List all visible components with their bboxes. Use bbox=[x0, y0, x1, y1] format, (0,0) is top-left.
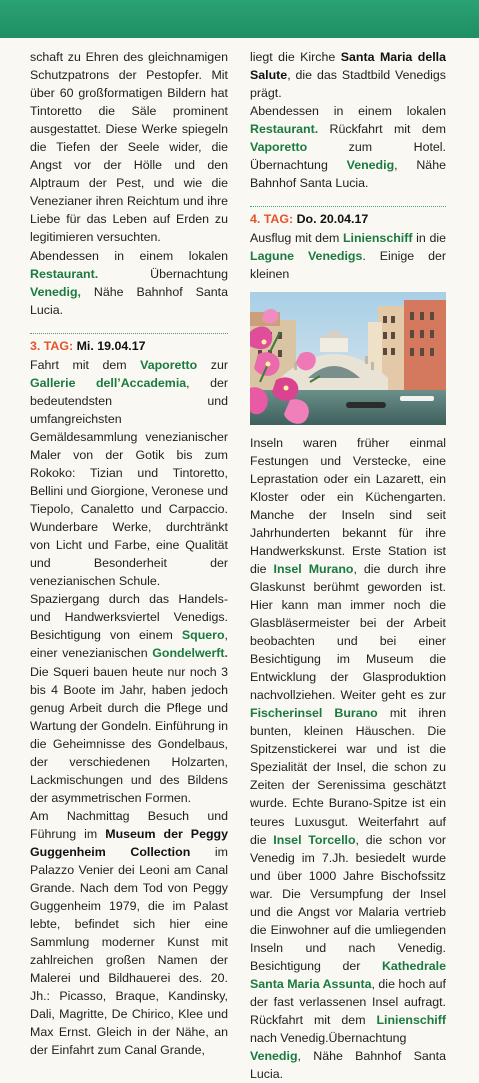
text-run: schaft zu Ehren des gleichnamigen Schutzpatrons der Pestopfer. Mit über 60 großformatigen Bildern hat Tintoretto die Säle prominent ausgestattet. Diese Werke spiegeln die Tiefen der Seele wider, die Angst vor der Hölle und den Alptraum der Pest, und wie die Venezianer ihren Reichtum und ihre Liebe für das Leben auf Erden zu legitimieren versuchten. bbox=[30, 50, 228, 245]
day-3-paragraph-1 bbox=[30, 356, 228, 591]
text-run: zum Hotel. Übernachtung bbox=[250, 140, 446, 173]
text-run: Spaziergang durch das Handels- und Handwerksviertel Venedigs. Besichtigung von einem bbox=[30, 592, 228, 643]
text-run: , die hoch auf der fast verlassenen Insel aufragt. Rückfahrt mit dem bbox=[250, 976, 447, 1028]
bold-term: Santa Maria della Salute bbox=[250, 50, 446, 83]
right-column bbox=[250, 48, 446, 1083]
highlight-term: Fischerinsel Burano bbox=[250, 706, 378, 721]
highlight-term: Linienschiff bbox=[342, 231, 413, 246]
highlight-term: Lagune Venedigs bbox=[250, 249, 363, 264]
highlight-term: Linienschiff bbox=[376, 1013, 446, 1028]
text-run: , einer venezianischen bbox=[30, 628, 228, 661]
text-run: , die schon vor Venedig im 7.Jh. besiedelt wurde und über 1000 Jahre Bischofssitz war. Die Versumpfung der Insel und die Angst vor Malaria vertrieb die Einwohner auf die umliegenden Inseln und nach Venedig. Besichtigung der bbox=[250, 832, 446, 973]
highlight-term: Kathedrale Santa Maria Assunta bbox=[250, 958, 446, 991]
text-run: Fahrt mit dem bbox=[30, 357, 141, 372]
dinner-paragraph bbox=[30, 247, 228, 319]
day-4-paragraph-2 bbox=[250, 1047, 446, 1083]
text-run: liegt die Kirche bbox=[250, 50, 341, 64]
day-4-text bbox=[250, 434, 446, 1083]
text-run: , die das Stadtbild Venedigs prägt. bbox=[250, 68, 446, 101]
highlight-term: Vaporetto bbox=[250, 140, 308, 155]
highlight-term: Restaurant. bbox=[30, 266, 99, 281]
text-run: Am Nachmittag Besuch und Führung im bbox=[30, 808, 228, 841]
right-intro bbox=[250, 48, 446, 192]
day-3-paragraph-2 bbox=[30, 590, 228, 807]
highlight-term: Vaporetto bbox=[140, 357, 198, 372]
bold-term: Museum der Peggy Guggenheim Collection bbox=[30, 826, 228, 859]
day-4-intro bbox=[250, 229, 446, 283]
day-heading-3 bbox=[30, 333, 228, 355]
day-label: 4. TAG: bbox=[250, 212, 294, 227]
day-heading-4 bbox=[250, 206, 446, 228]
header-bar bbox=[0, 0, 479, 38]
text-run: Ausflug mit dem bbox=[250, 231, 343, 246]
highlight-term: Gallerie dell’Accademia bbox=[30, 375, 187, 390]
left-column bbox=[30, 48, 228, 1060]
text-run: Die Squeri bauen heute nur noch 3 bis 4 Boote im Jahr, haben jedoch genug Arbeit durch die Pflege und Wartung der Gondeln. Einführung in die Geheimnisse des Gondelbaus, der verschiedenen Holzarten, Lackmischungen und des Bildens der asymmetrischen Formen. bbox=[30, 664, 228, 805]
text-run: Rückfahrt mit dem bbox=[318, 122, 446, 137]
text-run: mit ihren bunten, kleinen Häuschen. Die Spitzenstickerei war und ist die Spezialität der Insel, die schon zu Zeiten der Serenissima geschätzt wurde. Echte Burano-Spitze ist ein teures Luxusgut. Weiterfahrt auf die bbox=[250, 706, 446, 847]
highlight-term: Insel Torcello bbox=[273, 832, 356, 847]
highlight-term: Restaurant. bbox=[250, 122, 319, 137]
day-date: Mi. 19.04.17 bbox=[76, 338, 146, 353]
highlight-term: Insel Murano bbox=[273, 561, 354, 576]
text-run: Übernachtung bbox=[98, 266, 228, 281]
highlight-term: Gondelwerft. bbox=[152, 646, 228, 661]
text-run: , der bedeutendsten und umfangreichsten Gemäldesammlung venezianischer Maler von der Gotik bis zum Rokoko: Tizian und Tintoretto, Bellini und Giorgione, Veronese und Tiepolo, Canaletto und Carpaccio. Wunderbare Werke, durchtränkt von Licht und Farbe, eine Qualität und Besonderheit der venezianischen Schule. bbox=[30, 375, 229, 589]
day-4-paragraph-1 bbox=[250, 434, 446, 1048]
day-3-paragraph-3 bbox=[30, 807, 228, 1060]
text-run: , Nähe Bahnhof Santa Lucia. bbox=[250, 1049, 446, 1082]
text-run: zur bbox=[197, 357, 228, 372]
left-intro bbox=[30, 48, 228, 319]
highlight-term: Venedig bbox=[346, 158, 395, 173]
salute-paragraph bbox=[250, 48, 446, 102]
intro-paragraph bbox=[30, 48, 228, 247]
text-run: nach Venedig. bbox=[250, 1031, 329, 1046]
day-date: Do. 20.04.17 bbox=[296, 212, 369, 227]
venice-rialto-photo bbox=[250, 292, 446, 425]
text-run: Abendessen in einem lokalen bbox=[30, 248, 228, 263]
highlight-term: Venedig bbox=[250, 1049, 298, 1064]
dinner-paragraph bbox=[250, 102, 446, 192]
day-3-text bbox=[30, 356, 228, 1060]
text-run: Nähe Bahnhof Santa Lucia. bbox=[30, 284, 228, 317]
text-run: in die bbox=[412, 231, 446, 246]
highlight-term: Venedig, bbox=[30, 284, 81, 299]
highlight-term: Squero bbox=[181, 628, 225, 643]
text-run: Inseln waren früher einmal Festungen und Verstecke, eine Leprastation oder ein Lazarett, ein Kloster oder ein Küchengarten. Manche der Inseln sind seit Jahrhunderten bekannt für ihre Handwerkskunst. Erste Station ist die bbox=[250, 435, 446, 576]
text-run: , die durch ihre Glaskunst berühmt geworden ist. Hier kann man immer noch die Glasbläsermeister bei der Arbeit beobachten und bei einer Besichtigung im Museum die Entwicklung der Glasproduktion nachvollziehen. Weiter geht es zur bbox=[250, 561, 447, 703]
text-run: . Einige der kleinen bbox=[250, 249, 446, 282]
text-run: Übernachtung bbox=[328, 1031, 407, 1046]
text-run: , Nähe Bahnhof Santa Lucia. bbox=[250, 158, 446, 191]
text-run: im Palazzo Venier dei Leoni am Canal Grande. Nach dem Tod von Peggy Guggenheim 1979, die im Palast lebte, befindet sich hier eine Sammlung moderner Kunst mit zahlreichen großen Namen der Malerei und Bildhauerei des. 20. Jh.: Picasso, Braque, Kandinsky, Dali, Magritte, De Chirico, Klee und Max Ernst. Gleich in der Nähe, an der Einfahrt zum Canal Grande, bbox=[30, 844, 228, 1058]
text-run: Abendessen in einem lokalen bbox=[250, 104, 446, 119]
day-label: 3. TAG: bbox=[30, 338, 74, 353]
